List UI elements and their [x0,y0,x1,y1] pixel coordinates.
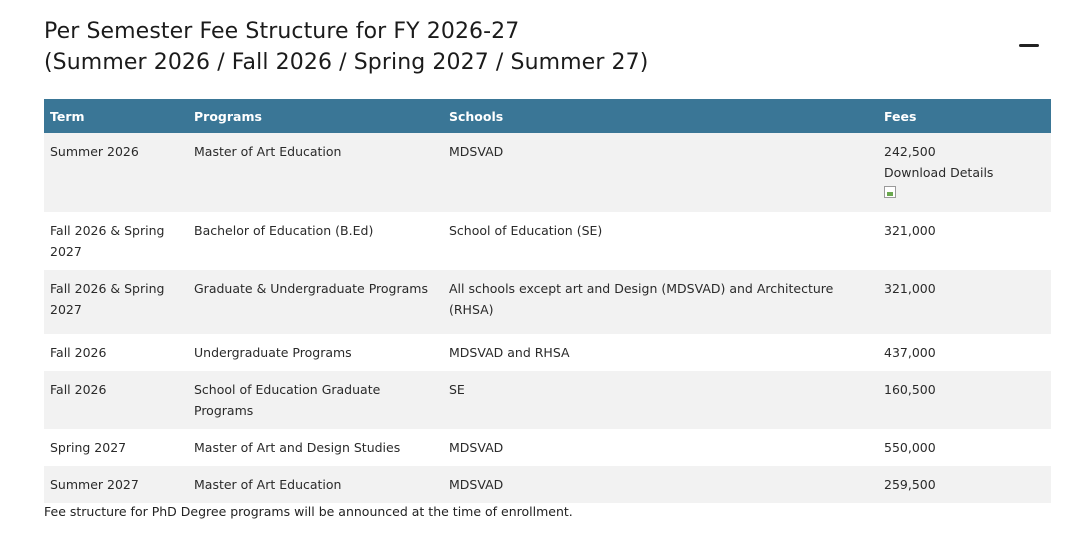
download-details-link[interactable]: Download Details [884,165,994,180]
cell-programs: Master of Art and Design Studies [188,429,443,466]
title-line-1: Per Semester Fee Structure for FY 2026-27 [44,19,520,44]
header-programs: Programs [188,99,443,133]
cell-fees: 550,000 [878,429,1051,466]
broken-image-icon[interactable] [884,186,896,198]
cell-schools: School of Education (SE) [443,212,878,270]
cell-fees: 321,000 [878,270,1051,334]
cell-schools: MDSVAD and RHSA [443,334,878,371]
page-title [44,16,1004,78]
header-schools: Schools [443,99,878,133]
cell-term: Summer 2026 [44,133,188,212]
cell-term: Fall 2026 [44,371,188,429]
cell-programs: School of Education Graduate Programs [188,371,443,429]
table-header-row [44,99,1051,133]
title-line-2: (Summer 2026 / Fall 2026 / Spring 2027 / Summer 27) [44,50,649,75]
cell-fees: 259,500 [878,466,1051,503]
table-row [44,212,1051,270]
footnote: Fee structure for PhD Degree programs will be announced at the time of enrollment. [44,504,573,519]
cell-programs: Undergraduate Programs [188,334,443,371]
cell-term: Fall 2026 & Spring 2027 [44,212,188,270]
cell-fees: 321,000 [878,212,1051,270]
cell-schools: All schools except art and Design (MDSVAD) and Architecture (RHSA) [443,270,878,334]
cell-programs: Master of Art Education [188,466,443,503]
cell-fees: 160,500 [878,371,1051,429]
table-row [44,133,1051,212]
cell-schools: MDSVAD [443,133,878,212]
cell-term: Fall 2026 [44,334,188,371]
table-row [44,334,1051,371]
cell-fees: 437,000 [878,334,1051,371]
cell-schools: MDSVAD [443,466,878,503]
cell-term: Summer 2027 [44,466,188,503]
table-row [44,429,1051,466]
table-row [44,466,1051,503]
fee-amount: 242,500 [884,144,936,159]
cell-schools: SE [443,371,878,429]
collapse-button[interactable] [1019,40,1039,52]
table-row [44,270,1051,334]
header-fees: Fees [878,99,1051,133]
cell-programs: Graduate & Undergraduate Programs [188,270,443,334]
cell-term: Spring 2027 [44,429,188,466]
table-row [44,371,1051,429]
cell-schools: MDSVAD [443,429,878,466]
cell-fees [878,133,1051,212]
header-term: Term [44,99,188,133]
cell-programs: Bachelor of Education (B.Ed) [188,212,443,270]
minus-icon [1019,44,1039,47]
fee-table [44,99,1051,503]
cell-programs: Master of Art Education [188,133,443,212]
cell-term: Fall 2026 & Spring 2027 [44,270,188,334]
